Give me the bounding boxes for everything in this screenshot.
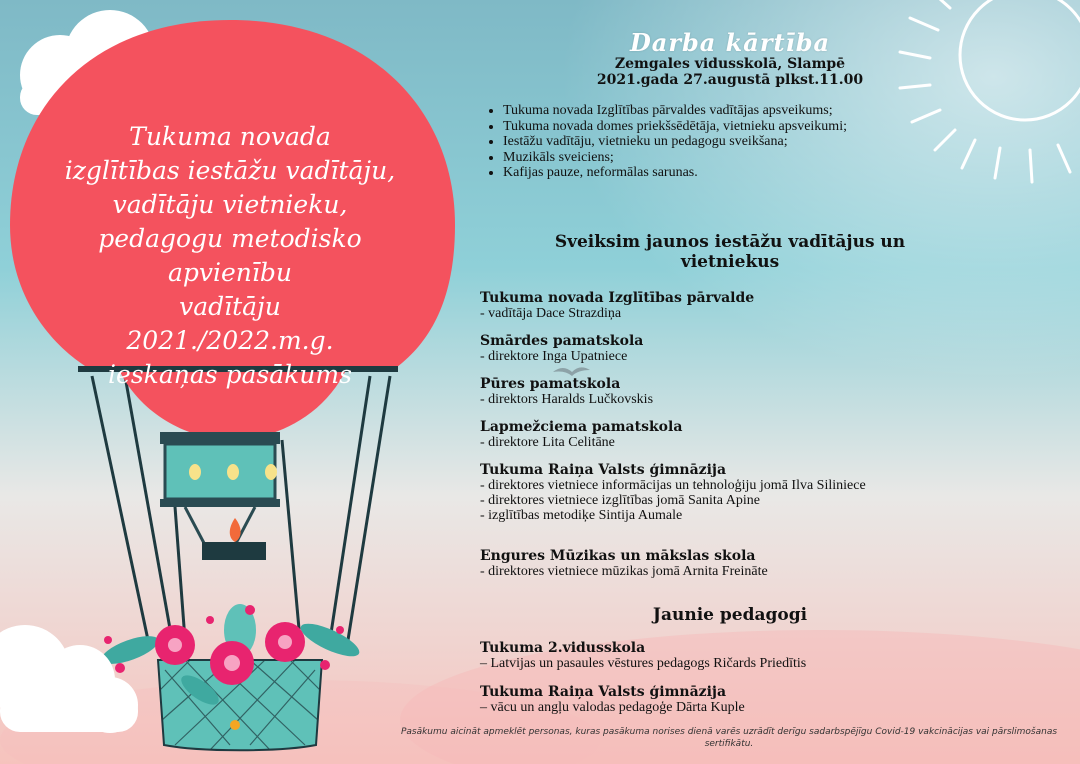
- person: - direktore Inga Upatniece: [480, 349, 628, 364]
- agenda-list: [485, 103, 847, 181]
- org-name: Tukuma novada Izglītības pārvalde: [480, 290, 755, 306]
- agenda-location: Zemgales vidusskolā, Slampē: [614, 56, 846, 72]
- footnote: Pasākumu aicināt apmeklēt personas, kuras pasākuma norises dienā varēs uzrādīt derīgu sadarbspējīgu Covid-19 vakcinācijas vai pārslimošanas sertifikātu.: [400, 727, 1058, 749]
- heading-line: vietniekus: [680, 252, 780, 272]
- person: – Latvijas un pasaules vēstures pedagogs Ričards Priedītis: [480, 656, 807, 671]
- title-line: Tukuma novada: [129, 122, 331, 151]
- agenda-title: Darba kārtība: [629, 28, 831, 57]
- title-line: vadītāju vietnieku,: [112, 190, 348, 219]
- person: - direktors Haralds Lučkovskis: [480, 392, 654, 407]
- org-name: Pūres pamatskola: [480, 376, 621, 392]
- org-name: Tukuma Raiņa Valsts ģimnāzija: [480, 462, 727, 478]
- welcome-heading: [500, 232, 960, 272]
- person: - direktores vietniece izglītības jomā Sanita Apine: [480, 493, 760, 508]
- heading-line: Sveiksim jaunos iestāžu vadītājus un: [554, 232, 906, 252]
- title-line: vadītāju: [179, 292, 281, 321]
- agenda-date: 2021.gada 27.augustā plkst.11.00: [596, 72, 864, 88]
- person: - direktores vietniece informācijas un tehnoloģiju jomā Ilva Siliniece: [480, 478, 866, 493]
- title-line: ieskaņas pasākums: [108, 360, 352, 389]
- person: - vadītāja Dace Strazdiņa: [480, 306, 622, 321]
- title-line: 2021./2022.m.g.: [126, 326, 334, 355]
- person: - izglītības metodiķe Sintija Aumale: [480, 508, 683, 523]
- person: – vācu un angļu valodas pedagoģe Dārta Kuple: [480, 700, 745, 715]
- org-name: Smārdes pamatskola: [480, 333, 644, 349]
- title-line: izglītības iestāžu vadītāju,: [64, 156, 396, 185]
- balloon-title: [40, 120, 420, 392]
- person: - direktores vietniece mūzikas jomā Arnita Freināte: [480, 564, 768, 579]
- org-name: Engures Mūzikas un mākslas skola: [480, 548, 756, 564]
- org-name: Tukuma 2.vidusskola: [480, 640, 646, 656]
- org-name: Lapmežciema pamatskola: [480, 419, 683, 435]
- list-item: • Tukuma novada domes priekšsēdētāja, vietnieku apsveikumi;: [503, 119, 847, 135]
- list-item: • Kafijas pauze, neformālas sarunas.: [503, 165, 847, 181]
- new-teachers-heading: Jaunie pedagogi: [652, 605, 808, 625]
- list-item: • Iestāžu vadītāju, vietnieku un pedagogu sveikšana;: [503, 134, 847, 150]
- org-name: Tukuma Raiņa Valsts ģimnāzija: [480, 684, 727, 700]
- list-item: • Tukuma novada Izglītības pārvaldes vadītājas apsveikums;: [503, 103, 847, 119]
- title-line: pedagogu metodisko apvienību: [98, 224, 362, 287]
- list-item: • Muzikāls sveiciens;: [503, 150, 847, 166]
- person: - direktore Lita Celitāne: [480, 435, 615, 450]
